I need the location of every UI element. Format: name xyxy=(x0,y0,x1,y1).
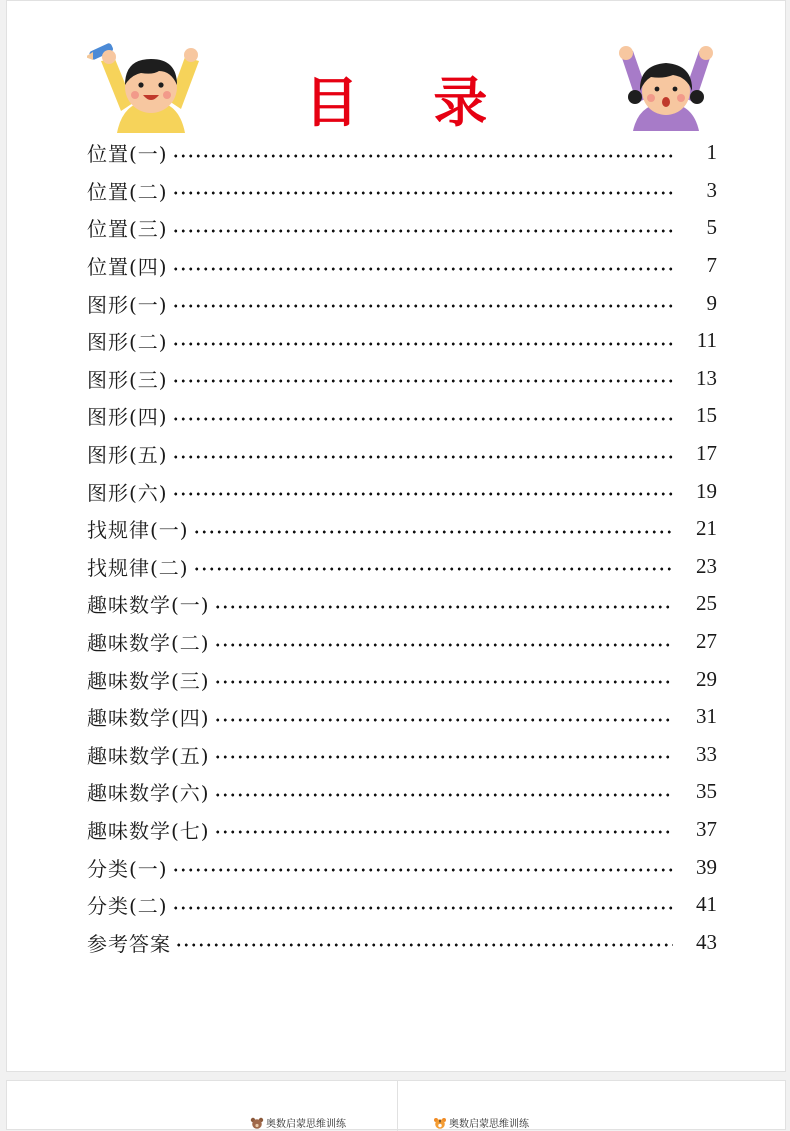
toc-entry xyxy=(87,811,717,849)
table-of-contents xyxy=(87,134,717,961)
toc-entry-page: 27 xyxy=(696,629,717,654)
toc-entry xyxy=(87,736,717,774)
toc-leader-dots xyxy=(175,943,673,947)
toc-entry-label: 位置(四) xyxy=(87,255,168,280)
toc-leader-dots xyxy=(214,718,673,722)
toc-entry xyxy=(87,923,717,961)
toc-entry xyxy=(87,698,717,736)
toc-leader-dots xyxy=(214,680,673,684)
toc-entry-label: 找规律(二) xyxy=(87,555,189,580)
document-page xyxy=(6,0,786,1072)
toc-entry xyxy=(87,435,717,473)
toc-entry-page: 15 xyxy=(696,403,717,428)
toc-leader-dots xyxy=(172,191,673,195)
toc-entry-page: 3 xyxy=(706,177,717,202)
toc-entry xyxy=(87,886,717,924)
toc-leader-dots xyxy=(172,906,673,910)
toc-leader-dots xyxy=(214,830,673,834)
footer-brand-text-right: 奥数启蒙思维训练 xyxy=(449,1119,529,1130)
toc-entry xyxy=(87,172,717,210)
toc-entry-label: 趣味数学(一) xyxy=(87,593,210,618)
toc-entry-label: 趣味数学(二) xyxy=(87,631,210,656)
girl-cartoon-icon xyxy=(611,41,721,131)
toc-leader-dots xyxy=(214,643,673,647)
toc-entry-label: 图形(一) xyxy=(87,292,168,317)
toc-entry-label: 找规律(一) xyxy=(87,518,189,543)
toc-entry-page: 31 xyxy=(696,704,717,729)
toc-entry xyxy=(87,322,717,360)
toc-entry xyxy=(87,472,717,510)
toc-leader-dots xyxy=(172,379,673,383)
toc-entry-label: 位置(一) xyxy=(87,142,168,167)
toc-entry xyxy=(87,585,717,623)
toc-leader-dots xyxy=(214,755,673,759)
toc-entry-label: 图形(四) xyxy=(87,405,168,430)
toc-entry-label: 图形(五) xyxy=(87,443,168,468)
toc-leader-dots xyxy=(172,304,673,308)
toc-entry-page: 23 xyxy=(696,553,717,578)
toc-entry-label: 趣味数学(七) xyxy=(87,818,210,843)
toc-entry xyxy=(87,360,717,398)
toc-entry-page: 41 xyxy=(696,892,717,917)
footer-brand-right xyxy=(433,1115,529,1130)
toc-entry-page: 11 xyxy=(696,328,717,353)
toc-entry xyxy=(87,397,717,435)
toc-leader-dots xyxy=(214,605,673,609)
toc-entry xyxy=(87,209,717,247)
toc-entry-label: 趣味数学(六) xyxy=(87,781,210,806)
toc-leader-dots xyxy=(172,455,673,459)
toc-entry-page: 7 xyxy=(706,253,717,278)
toc-leader-dots xyxy=(172,229,673,233)
toc-leader-dots xyxy=(193,567,673,571)
toc-entry-page: 25 xyxy=(696,591,717,616)
toc-entry-page: 13 xyxy=(696,365,717,390)
page-title: 目 录 xyxy=(304,71,516,134)
toc-entry xyxy=(87,510,717,548)
toc-entry-page: 43 xyxy=(696,929,717,954)
toc-leader-dots xyxy=(172,868,673,872)
footer-divider xyxy=(397,1081,398,1131)
toc-leader-dots xyxy=(193,530,673,534)
toc-entry-page: 17 xyxy=(696,441,717,466)
toc-entry-label: 图形(三) xyxy=(87,367,168,392)
toc-entry-label: 位置(二) xyxy=(87,179,168,204)
toc-leader-dots xyxy=(172,154,673,158)
toc-entry-label: 分类(一) xyxy=(87,856,168,881)
toc-leader-dots xyxy=(172,342,673,346)
toc-leader-dots xyxy=(214,793,673,797)
toc-entry-page: 37 xyxy=(696,816,717,841)
toc-leader-dots xyxy=(172,492,673,496)
toc-entry xyxy=(87,548,717,586)
footer-brand-text-left: 奥数启蒙思维训练 xyxy=(266,1119,346,1130)
toc-entry-label: 位置(三) xyxy=(87,217,168,242)
toc-entry-page: 19 xyxy=(696,478,717,503)
toc-entry xyxy=(87,848,717,886)
toc-entry-page: 1 xyxy=(706,140,717,165)
toc-entry-label: 分类(二) xyxy=(87,894,168,919)
toc-entry-page: 21 xyxy=(696,516,717,541)
tiger-icon xyxy=(433,1117,447,1129)
toc-leader-dots xyxy=(172,267,673,271)
toc-entry-label: 趣味数学(五) xyxy=(87,743,210,768)
footer-strip xyxy=(6,1080,786,1130)
toc-entry xyxy=(87,660,717,698)
toc-entry-page: 39 xyxy=(696,854,717,879)
toc-entry-page: 33 xyxy=(696,741,717,766)
footer-brand-left xyxy=(250,1115,346,1130)
toc-entry xyxy=(87,247,717,285)
toc-entry-page: 9 xyxy=(706,290,717,315)
toc-entry-label: 图形(二) xyxy=(87,330,168,355)
toc-entry xyxy=(87,284,717,322)
toc-entry-page: 35 xyxy=(696,779,717,804)
toc-entry-label: 趣味数学(三) xyxy=(87,668,210,693)
toc-entry-page: 29 xyxy=(696,666,717,691)
toc-entry xyxy=(87,134,717,172)
toc-entry xyxy=(87,623,717,661)
toc-entry-page: 5 xyxy=(706,215,717,240)
toc-leader-dots xyxy=(172,417,673,421)
toc-entry-label: 参考答案 xyxy=(87,931,171,956)
bear-icon xyxy=(250,1117,264,1129)
toc-entry-label: 图形(六) xyxy=(87,480,168,505)
toc-entry xyxy=(87,773,717,811)
toc-entry-label: 趣味数学(四) xyxy=(87,706,210,731)
